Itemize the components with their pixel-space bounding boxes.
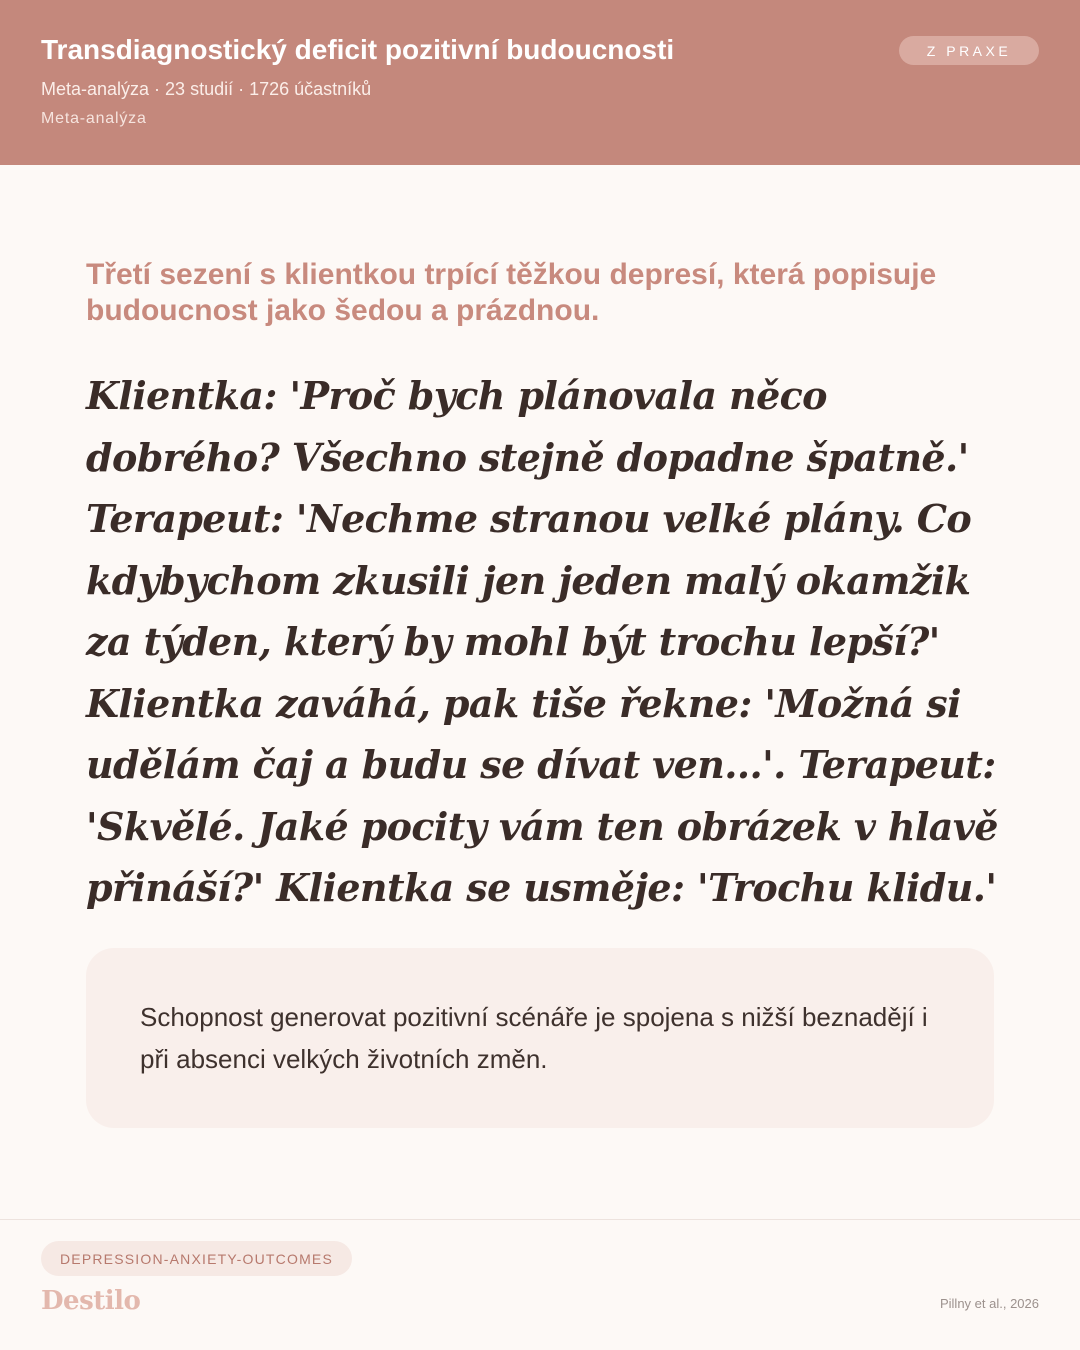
header-banner [0,0,1080,165]
citation: Pillny et al., 2026 [939,1296,1039,1311]
study-type: Meta-analýza [41,110,147,127]
footer-divider [0,1219,1080,1220]
brand-logo: Destilo [41,1286,141,1316]
insight-text: Schopnost generovat pozitivní scénáře je spojena s nižší beznadějí i při absenci velkých životních změn. [140,1002,928,1074]
page-title: Transdiagnostický deficit pozitivní budoucnosti [41,34,675,65]
case-context: Třetí sezení s klientkou trpící těžkou depresí, která popisuje budoucnost jako šedou a prázdnou. [86,258,937,327]
case-dialogue: Klientka: 'Proč bych plánovala něco dobrého? Všechno stejně dopadne špatně.' Terapeut: 'Nechme stranou velké plány. Co kdybychom zkusili jen jeden malý okamžik za týden, který by mohl být trochu lepší?' Klientka zaváhá, pak tiše řekne: 'Možná si udělám čaj a budu se dívat ven...'. Terapeut: 'Skvělé. Jaké pocity vám ten obrázek v hlavě přináší?' Klientka se usměje: 'Trochu klidu.' [86,373,998,910]
category-badge: Z PRAXE [899,36,1039,65]
study-meta: Meta-analýza · 23 studií · 1726 účastníků [41,79,372,99]
insight-card [86,948,994,1128]
topic-tag: DEPRESSION-ANXIETY-OUTCOMES [41,1241,352,1276]
